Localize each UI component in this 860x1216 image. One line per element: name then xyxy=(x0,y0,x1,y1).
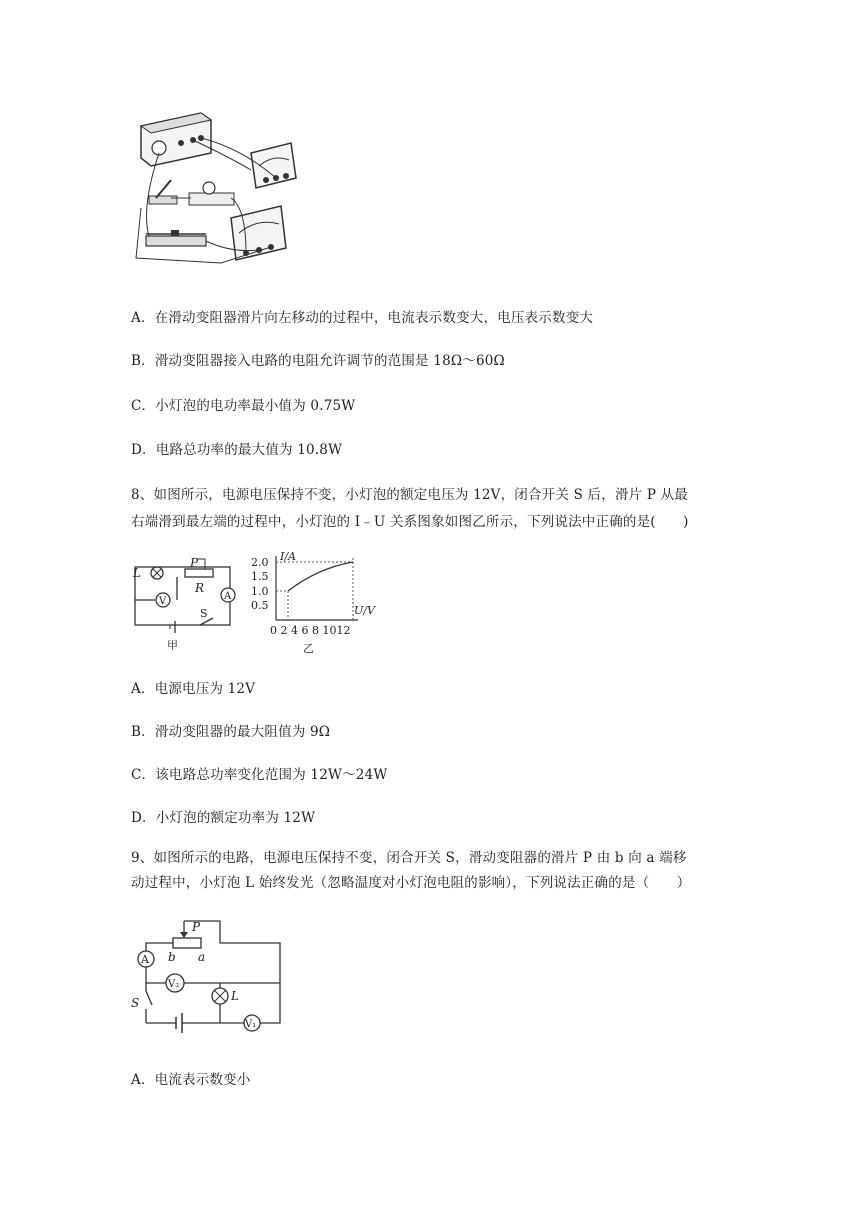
ammeter-symbol: A xyxy=(141,953,149,966)
q9-circuit-drawing xyxy=(128,913,293,1038)
ammeter-symbol: A xyxy=(224,591,232,602)
q8-circuit-jia xyxy=(125,555,245,655)
voltmeter-v1-symbol: V₁ xyxy=(245,1019,257,1030)
iu-graph-drawing xyxy=(248,548,383,660)
label-S: S xyxy=(131,996,140,1010)
q8-stem-line-1: 8、如图所示，电源电压保持不变，小灯泡的额定电压为 12V，闭合开关 S 后，滑片 P 从最 xyxy=(131,487,689,503)
y-tick-1-0: 1.0 xyxy=(251,585,269,598)
caption-jia: 甲 xyxy=(167,639,178,652)
y-tick-1-5: 1.5 xyxy=(251,570,269,583)
q7-apparatus-figure xyxy=(131,108,331,273)
label-P: P xyxy=(192,920,201,934)
q8-option-d: D．小灯泡的额定功率为 12W xyxy=(131,810,316,826)
x-ticks: 0 2 4 6 8 1012 xyxy=(270,624,351,637)
q8-option-c: C．该电路总功率变化范围为 12W～24W xyxy=(131,767,388,783)
q8-option-a: A．电源电压为 12V xyxy=(131,681,256,697)
q8-stem-line-2: 右端滑到最左端的过程中，小灯泡的 I﹣U 关系图象如图乙所示，下列说法中正确的是( ) xyxy=(131,514,689,530)
y-axis-label: I/A xyxy=(280,550,296,563)
label-L: L xyxy=(231,989,239,1003)
q7-option-a: A．在滑动变阻器滑片向左移动的过程中，电流表示数变大，电压表示数变大 xyxy=(131,310,594,326)
q8-graph-yi xyxy=(248,548,383,660)
label-S: S xyxy=(200,607,208,620)
label-R: R xyxy=(195,581,205,595)
label-b: b xyxy=(168,950,176,964)
label-L: L xyxy=(133,566,141,580)
circuit-jia-drawing xyxy=(125,555,245,655)
label-a: a xyxy=(198,950,206,964)
apparatus-drawing xyxy=(131,108,331,273)
q9-option-a: A．电流表示数变小 xyxy=(131,1072,251,1088)
y-tick-2-0: 2.0 xyxy=(251,556,269,569)
q9-circuit xyxy=(128,913,293,1038)
q7-option-b: B．滑动变阻器接入电路的电阻允许调节的范围是 18Ω～60Ω xyxy=(131,353,505,369)
label-P: P xyxy=(190,556,199,570)
q9-stem-line-2: 动过程中，小灯泡 L 始终发光（忽略温度对小灯泡电阻的影响），下列说法正确的是（ ） xyxy=(131,875,691,891)
y-tick-0-5: 0.5 xyxy=(251,599,269,612)
x-axis-label: U/V xyxy=(354,604,375,617)
q9-stem-line-1: 9、如图所示的电路，电源电压保持不变，闭合开关 S，滑动变阻器的滑片 P 由 b 向 a 端移 xyxy=(131,850,687,866)
voltmeter-symbol: V xyxy=(159,596,167,607)
q7-option-c: C．小灯泡的电功率最小值为 0.75W xyxy=(131,398,356,414)
q7-option-d: D．电路总功率的最大值为 10.8W xyxy=(131,442,343,458)
voltmeter-v2-symbol: V₂ xyxy=(168,979,180,990)
q8-option-b: B．滑动变阻器的最大阻值为 9Ω xyxy=(131,724,331,740)
caption-yi: 乙 xyxy=(303,642,314,655)
